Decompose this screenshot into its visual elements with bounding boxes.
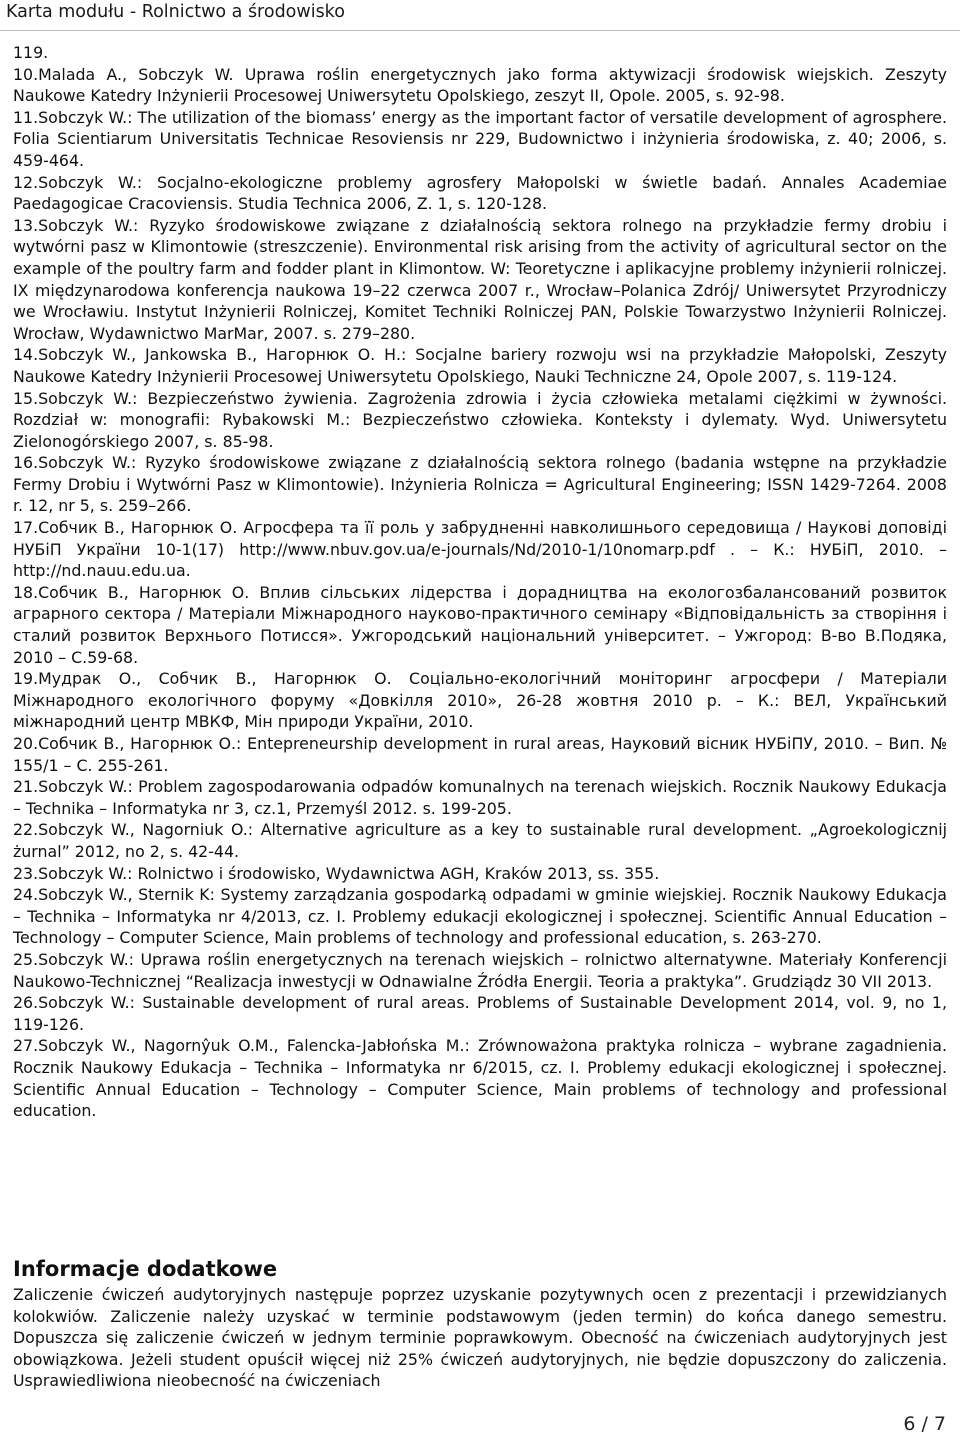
reference-item: 11.Sobczyk W.: The utilization of the biomass’ energy as the important factor of versatile development of agrosphere. Folia Scientiarum Universitatis Technicae Resoviensis nr 229, Budownictwo i inżynieria środowiska, z. 40; 2006, s. 459-464. <box>13 107 947 170</box>
reference-item: 24.Sobczyk W., Sternik K: Systemy zarządzania gospodarką odpadami w gminie wiejskiej. Rocznik Naukowy Edukacja – Technika – Informatyka nr 4/2013, cz. I. Problemy edukacji ekologicznej i społecznej. Scientific Annual Education – Technology – Computer Science, Main problems of technology and professional education, s. 263-270. <box>13 885 947 948</box>
reference-item: 21.Sobczyk W.: Problem zagospodarowania odpadów komunalnych na terenach wiejskich. Rocznik Naukowy Edukacja – Technika – Informatyka nr 3, cz.1, Przemyśl 2012. s. 199-205. <box>13 777 947 818</box>
reference-item: 25.Sobczyk W.: Uprawa roślin energetycznych na terenach wiejskich – rolnictwo alternatywne. Materiały Konferencji Naukowo-Technicznej “Realizacja inwestycji w Odnawialne Źródła Energii. Teoria a praktyka”. Grudziądz 30 VII 2013. <box>13 949 947 991</box>
reference-item: 12.Sobczyk W.: Socjalno-ekologiczne problemy agrosfery Małopolski w świetle badań. Annales Academiae Paedagogicae Cracoviensis. Studia Technica 2006, Z. 1, s. 120-128. <box>13 172 947 214</box>
reference-item: 14.Sobczyk W., Jankowska B., Нагорнюк О. Н.: Socjalne bariery rozwoju wsi na przykładzie Małopolski, Zeszyty Naukowe Katedry Inżynierii Procesowej Uniwersytetu Opolskiego, Nauki Techniczne 24, Opole 2007, s. 119-124. <box>13 345 947 386</box>
reference-item: 20.Собчик В., Нагорнюк О.: Entepreneurship development in rural areas, Науковий вісник НУБіПУ, 2010. – Вип. № 155/1 – С. 255-261. <box>13 734 947 775</box>
reference-item: 13.Sobczyk W.: Ryzyko środowiskowe związane z działalnością sektora rolnego na przykładzie fermy drobiu i wytwórni pasz w Klimontowie (streszczenie). Environmental risk arising from the activity of agricultural sector on the example of the poultry farm and fodder plant in Klimontow. W: Teoretyczne i aplikacyjne problemy inżynierii rolniczej. IX międzynarodowa konferencja naukowa 19–22 czerwca 2007 r., Wrocław–Polanica Zdrój/ Uniwersytet Przyrodniczy we Wrocławiu. Instytut Inżynierii Rolniczej, Komitet Techniki Rolniczej PAN, Polskie Towarzystwo Inżynierii Rolniczej. Wrocław, Wydawnictwo MarMar, 2007. s. 279–280. <box>13 215 947 343</box>
references-list <box>13 42 947 1122</box>
reference-item: 27.Sobczyk W., Nagornŷuk O.M., Falencka-Jabłońska M.: Zrównoważona praktyka rolnicza – wybrane zagadnienia. Rocznik Naukowy Edukacja – Technika – Informatyka nr 6/2015, cz. I. Problemy edukacji ekologicznej i społecznej. Scientific Annual Education – Technology – Computer Science, Main problems of technology and professional education. <box>13 1036 947 1121</box>
section-heading: Informacje dodatkowe <box>13 1257 278 1281</box>
reference-item: 10.Malada A., Sobczyk W. Uprawa roślin energetycznych jako forma aktywizacji środowisk wiejskich. Zeszyty Naukowe Katedry Inżynierii Procesowej Uniwersytetu Opolskiego, zeszyt II, Opole. 2005, s. 92-98. <box>13 64 947 106</box>
reference-item: 22.Sobczyk W., Nagorniuk O.: Alternative agriculture as a key to sustainable rural development. „Agroekologicznij żurnal” 2012, no 2, s. 42-44. <box>13 820 947 861</box>
page-number: 6 / 7 <box>903 1413 946 1435</box>
reference-item: 16.Sobczyk W.: Ryzyko środowiskowe związane z działalnością sektora rolnego (badania wstępne na przykładzie Fermy Drobiu i Wytwórni Pasz w Klimontowie). Inżynieria Rolnicza = Agricultural Engineering; ISSN 1429-7264. 2008 r. 12, nr 5, s. 259–266. <box>13 453 947 516</box>
reference-item: 119. <box>13 43 49 62</box>
section-text: Zaliczenie ćwiczeń audytoryjnych następuje poprzez uzyskanie pozytywnych ocen z prezentacji i przewidzianych kolokwiów. Zaliczenie należy uzyskać w terminie podstawowym (jeden termin) do końca danego semestru. Dopuszcza się zaliczenie ćwiczeń w jednym terminie poprawkowym. Obecność na ćwiczeniach audytoryjnych jest obowiązkowa. Jeżeli student opuścił więcej niż 25% ćwiczeń audytoryjnych, nie będzie dopuszczony do zaliczenia. Usprawiedliwiona nieobecność na ćwiczeniach <box>13 1285 947 1391</box>
reference-item: 15.Sobczyk W.: Bezpieczeństwo żywienia. Zagrożenia zdrowia i życia człowieka metalami ciężkimi w żywności. Rozdział w: monografii: Rybakowski M.: Bezpieczeństwo człowieka. Konteksty i dylematy. Wyd. Uniwersytetu Zielonogórskiego 2007, s. 85-98. <box>13 388 947 451</box>
reference-item: 17.Собчик В., Нагорнюк О. Агросфера та її роль у забрудненні навколишнього середовища / Наукові доповіді НУБіП України 10-1(17) http://www.nbuv.gov.ua/e-journals/Nd/2010-1/10nomarp.pdf . – К.: НУБіП, 2010. – http://nd.nauu.edu.ua. <box>13 518 947 581</box>
page-title: Karta modułu - Rolnictwo a środowisko <box>6 2 345 22</box>
reference-item: 26.Sobczyk W.: Sustainable development of rural areas. Problems of Sustainable Development 2014, vol. 9, no 1, 119-126. <box>13 993 947 1034</box>
header-bar <box>0 0 960 31</box>
reference-item: 23.Sobczyk W.: Rolnictwo i środowisko, Wydawnictwa AGH, Kraków 2013, ss. 355. <box>13 863 660 883</box>
reference-item: 18.Собчик В., Нагорнюк О. Вплив сільських лідерства і дорадництва на екологозбалансований розвиток аграрного сектора / Матеріали Міжнародного науково-практичного семінару «Відповідальність за створіння і сталий розвиток Верхнього Потисся». Ужгородський національний університет. – Ужгород: В-во В.Подяка, 2010 – С.59-68. <box>13 582 947 667</box>
reference-item: 19.Мудрак О., Собчик В., Нагорнюк О. Соціально-екологічний моніторинг агросфери / Матеріали Міжнародного екологічного форуму «Довкілля 2010», 26-28 жовтня 2010 р. – К.: ВЕЛ, Український міжнародний центр МВКФ, Мін природи України, 2010. <box>13 669 947 732</box>
